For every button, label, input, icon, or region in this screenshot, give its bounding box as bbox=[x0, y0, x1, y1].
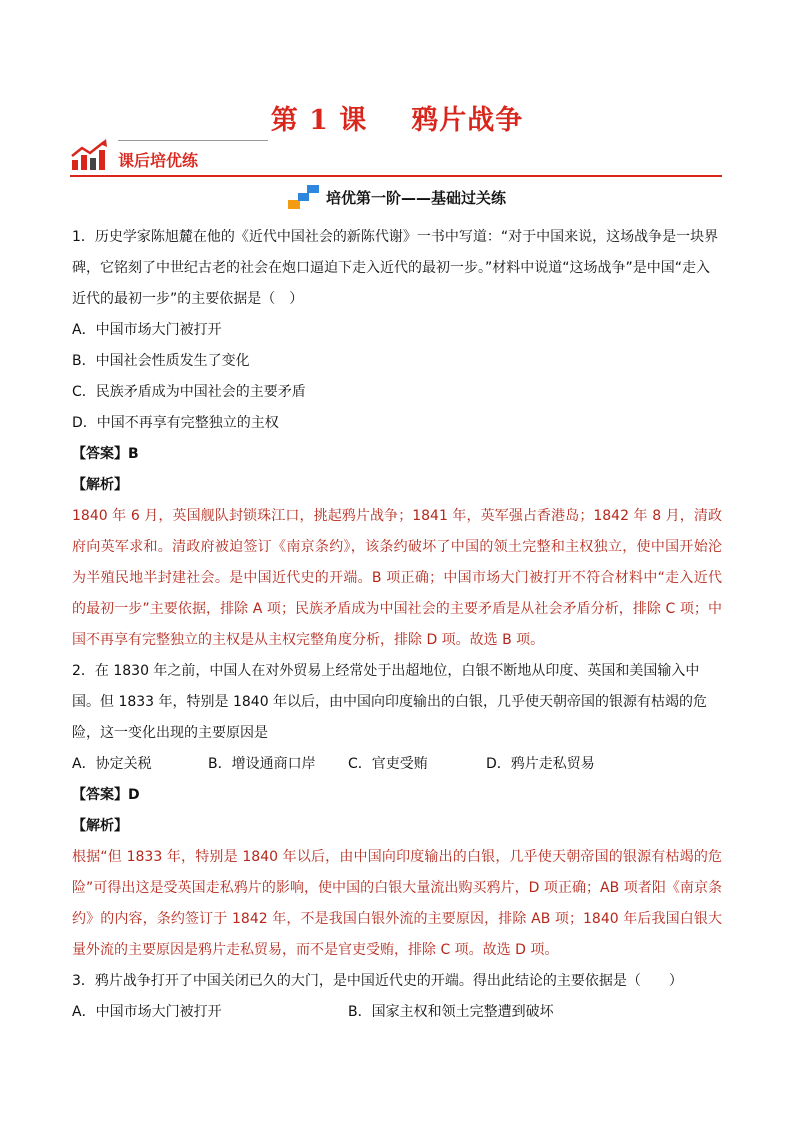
analysis-text: 1840 年 6 月，英国舰队封锁珠江口，挑起鸦片战争；1841 年，英军强占香港岛；1842 年 8 月，清政府向英军求和。清政府被迫签订《南京条约》，该条约破坏了中国的领土完整和主权独立，使中国开始沦为半殖民地半封建社会。是中国近代史的开端。B 项正确；中国市场大门被打开不符合材料中“走入近代的最初一步”主要依据，排除 A 项；民族矛盾成为中国社会的主要矛盾是从社会矛盾分析，排除 C 项；中国不再享有完整独立的主权是从主权完整角度分析，排除 D 项。故选 B 项。 bbox=[72, 508, 722, 648]
option-b: B．国家主权和领土完整遭到破坏 bbox=[348, 1004, 554, 1020]
analysis-text: 根据“但 1833 年，特别是 1840 年以后，由中国向印度输出的白银，几乎使天朝帝国的银源有枯竭的危险”可得出这是受英国走私鸦片的影响，使中国的白银大量流出购买鸦片，D 项正确；AB 项者阳《南京条约》的内容，条约签订于 1842 年，不是我国白银外流的主要原因，排除 AB 项；1840 年后我国白银大量外流的主要原因是鸦片走私贸易，而不是官吏受贿，排除 C 项。故选 D 项。 bbox=[72, 849, 722, 958]
question-2 bbox=[72, 656, 722, 966]
option-d: D．中国不再享有完整独立的主权 bbox=[72, 415, 279, 431]
option-a: A．中国市场大门被打开 bbox=[72, 322, 222, 338]
sub-section-label: 培优第一阶——基础过关练 bbox=[325, 188, 506, 207]
analysis-label: 【解析】 bbox=[72, 477, 128, 493]
header-top-line bbox=[118, 140, 268, 141]
option-b: B．中国社会性质发生了变化 bbox=[72, 353, 250, 369]
sub-section-header bbox=[0, 184, 794, 210]
option-d: D．鸦片走私贸易 bbox=[486, 756, 595, 772]
section-label: 课后培优练 bbox=[118, 151, 199, 170]
section-header bbox=[70, 138, 722, 176]
option-c: C．民族矛盾成为中国社会的主要矛盾 bbox=[72, 384, 306, 400]
answer: 【答案】D bbox=[72, 787, 140, 803]
answer: 【答案】B bbox=[72, 446, 139, 462]
options-row bbox=[72, 997, 722, 1028]
option-c: C．官吏受贿 bbox=[348, 756, 428, 772]
question-text: 3．鸦片战争打开了中国关闭已久的大门，是中国近代史的开端。得出此结论的主要依据是（ ） bbox=[72, 973, 683, 989]
option-a: A．协定关税 bbox=[72, 756, 152, 772]
title-topic: 鸦片战争 bbox=[411, 105, 524, 136]
analysis-label: 【解析】 bbox=[72, 818, 128, 834]
page-title bbox=[0, 98, 794, 137]
stairs-icon bbox=[288, 184, 320, 210]
questions-content bbox=[72, 222, 722, 1028]
question-1 bbox=[72, 222, 722, 656]
options-row bbox=[72, 749, 722, 780]
question-text: 2．在 1830 年之前，中国人在对外贸易上经常处于出超地位，白银不断地从印度、英国和美国输入中国。但 1833 年，特别是 1840 年以后，由中国向印度输出的白银，几乎使天朝帝国的银源有枯竭的危险，这一变化出现的主要原因是 bbox=[72, 663, 708, 741]
question-3 bbox=[72, 966, 722, 1028]
option-b: B．增设通商口岸 bbox=[208, 756, 316, 772]
option-a: A．中国市场大门被打开 bbox=[72, 1004, 222, 1020]
section-rule bbox=[70, 175, 722, 177]
question-text: 1．历史学家陈旭麓在他的《近代中国社会的新陈代谢》一书中写道：“对于中国来说，这场战争是一块界碑，它铭刻了中世纪古老的社会在炮口逼迫下走入近代的最初一步。”材料中说道“这场战争”是中国“走入近代的最初一步”的主要依据是（ ） bbox=[72, 229, 719, 307]
rising-chart-icon bbox=[70, 138, 110, 172]
title-lesson: 第 1 课 bbox=[270, 105, 368, 136]
